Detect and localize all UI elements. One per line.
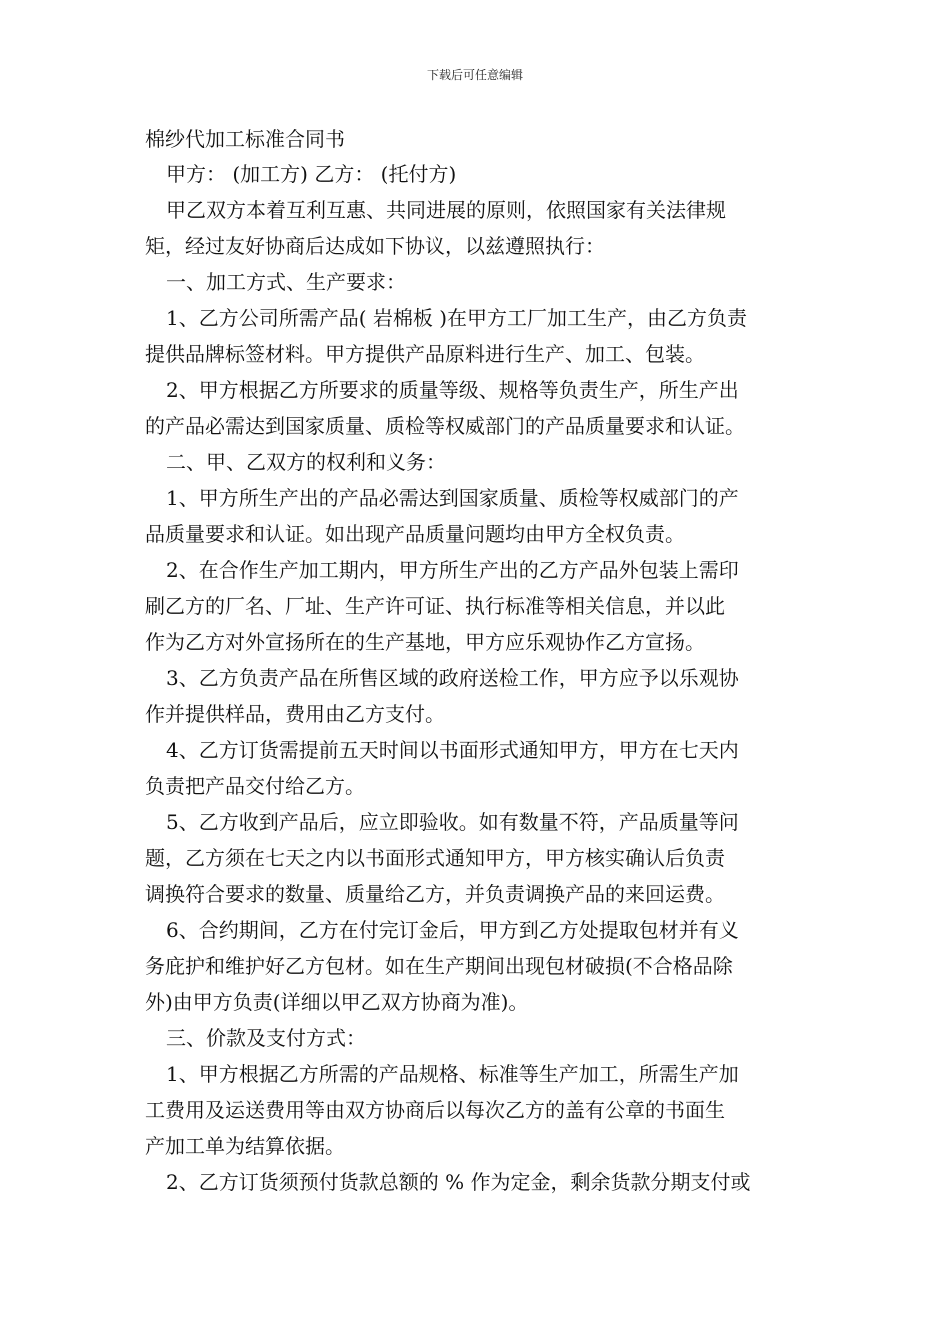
text-line: 产加工单为结算依据。: [145, 1134, 345, 1158]
text-line: 甲乙双方本着互利互惠、共同进展的原则，依照国家有关法律规: [166, 198, 726, 222]
text-line: 矩，经过友好协商后达成如下协议，以兹遵照执行：: [145, 234, 605, 258]
contract-body: [145, 122, 807, 1200]
text-line: 2、甲方根据乙方所要求的质量等级、规格等负责生产，所生产出: [166, 378, 739, 402]
text-line: 调换符合要求的数量、质量给乙方，并负责调换产品的来回运费。: [145, 882, 725, 906]
text-line: 三、价款及支付方式：: [166, 1026, 366, 1050]
text-line: 1、甲方所生产出的产品必需达到国家质量、质检等权威部门的产: [166, 486, 739, 510]
text-line: 二、甲、乙双方的权利和义务：: [166, 450, 446, 474]
text-line: 工费用及运送费用等由双方协商后以每次乙方的盖有公章的书面生: [145, 1098, 725, 1122]
text-line: 负责把产品交付给乙方。: [145, 774, 365, 798]
text-line: 题，乙方须在七天之内以书面形式通知甲方，甲方核实确认后负责: [145, 846, 725, 870]
text-line: 5、乙方收到产品后，应立即验收。如有数量不符，产品质量等问: [166, 810, 739, 834]
text-line: 2、乙方订货须预付货款总额的 % 作为定金，剩余货款分期支付或: [166, 1170, 751, 1194]
text-line: 的产品必需达到国家质量、质检等权威部门的产品质量要求和认证。: [145, 414, 745, 438]
page-header: 下载后可任意编辑: [426, 68, 523, 82]
text-line: 甲方： (加工方) 乙方： (托付方): [166, 162, 457, 186]
text-line: 刷乙方的厂名、厂址、生产许可证、执行标准等相关信息，并以此: [145, 594, 725, 618]
text-line: 外)由甲方负责(详细以甲乙双方协商为准)。: [145, 990, 529, 1014]
text-line: 提供品牌标签材料。甲方提供产品原料进行生产、加工、包装。: [145, 342, 705, 366]
text-line: 1、乙方公司所需产品( 岩棉板 )在甲方工厂加工生产，由乙方负责: [166, 306, 748, 330]
text-line: 作并提供样品，费用由乙方支付。: [145, 702, 445, 726]
text-line: 务庇护和维护好乙方包材。如在生产期间出现包材破损(不合格品除: [145, 954, 733, 978]
text-line: 6、合约期间，乙方在付完订金后，甲方到乙方处提取包材并有义: [166, 918, 739, 942]
text-line: 一、加工方式、生产要求：: [166, 270, 406, 294]
text-line: 品质量要求和认证。如出现产品质量问题均由甲方全权负责。: [145, 522, 685, 546]
text-line: 作为乙方对外宣扬所在的生产基地，甲方应乐观协作乙方宣扬。: [145, 630, 705, 654]
text-line: 4、乙方订货需提前五天时间以书面形式通知甲方，甲方在七天内: [166, 738, 739, 762]
text-line: 3、乙方负责产品在所售区域的政府送检工作，甲方应予以乐观协: [166, 666, 739, 690]
text-line: 2、在合作生产加工期内，甲方所生产出的乙方产品外包装上需印: [166, 558, 739, 582]
contract-title: 棉纱代加工标准合同书: [145, 127, 345, 151]
text-line: 1、甲方根据乙方所需的产品规格、标准等生产加工，所需生产加: [166, 1062, 739, 1086]
